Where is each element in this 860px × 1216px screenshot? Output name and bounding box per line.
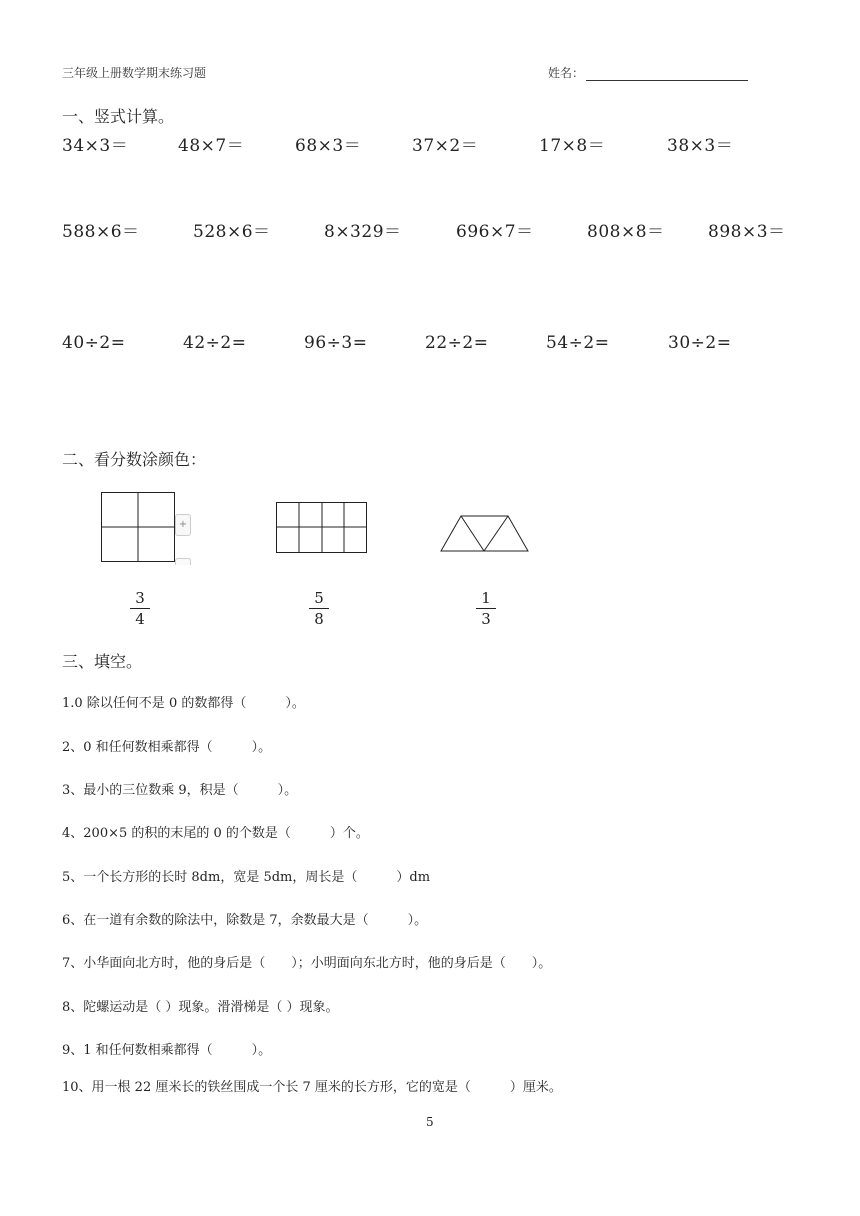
calc-item: 898×3＝ xyxy=(708,222,786,242)
resize-handle[interactable] xyxy=(175,558,191,565)
fraction-denominator: 8 xyxy=(314,610,324,628)
name-label: 姓名： xyxy=(548,66,585,80)
fraction-denominator: 3 xyxy=(481,610,491,628)
fill-blank-question: 1.0 除以任何不是 0 的数都得（ ）。 xyxy=(62,696,305,711)
fraction-denominator: 4 xyxy=(135,610,145,628)
calc-item: 38×3＝ xyxy=(667,136,734,156)
section1-heading: 一、竖式计算。 xyxy=(62,107,175,126)
calc-item: 96÷3= xyxy=(304,333,368,353)
fill-blank-question: 10、用一根 22 厘米长的铁丝围成一个长 7 厘米的长方形，它的宽是（ ）厘米。 xyxy=(62,1080,562,1095)
calc-item: 54÷2= xyxy=(546,333,610,353)
fill-blank-question: 7、小华面向北方时，他的身后是（ ）；小明面向东北方时，他的身后是（ ）。 xyxy=(62,956,552,971)
fill-blank-question: 3、最小的三位数乘 9，积是（ ）。 xyxy=(62,783,298,798)
calc-item: 808×8＝ xyxy=(587,222,665,242)
fraction-bar xyxy=(309,608,329,609)
trapezoid-triangles xyxy=(440,514,530,554)
fill-blank-question: 8、陀螺运动是（ ）现象。滑滑梯是（ ）现象。 xyxy=(62,1000,339,1015)
worksheet-title: 三年级上册数学期末练习题 xyxy=(62,66,207,80)
page-number: 5 xyxy=(426,1115,434,1129)
fraction-bar xyxy=(130,608,150,609)
calc-item: 68×3＝ xyxy=(295,136,362,156)
fill-blank-question: 2、0 和任何数相乘都得（ ）。 xyxy=(62,740,272,755)
fraction-one-third xyxy=(474,589,498,628)
fraction-bar xyxy=(476,608,496,609)
fill-blank-question: 4、200×5 的积的末尾的 0 的个数是（ ）个。 xyxy=(62,826,369,841)
calc-item: 22÷2= xyxy=(425,333,489,353)
add-handle-button[interactable]: + xyxy=(175,514,191,536)
fraction-numerator: 5 xyxy=(314,589,324,607)
rectangle-8-grid xyxy=(276,502,368,554)
calc-item: 37×2＝ xyxy=(412,136,479,156)
calc-item: 17×8＝ xyxy=(539,136,606,156)
calc-item: 48×7＝ xyxy=(178,136,245,156)
calc-item: 588×6＝ xyxy=(62,222,140,242)
calc-item: 8×329＝ xyxy=(324,222,402,242)
fraction-three-quarters xyxy=(128,589,152,628)
fill-blank-question: 6、在一道有余数的除法中，除数是 7，余数最大是（ ）。 xyxy=(62,913,428,928)
square-2x2-grid xyxy=(101,492,177,564)
calc-item: 30÷2= xyxy=(668,333,732,353)
fill-blank-question: 9、1 和任何数相乘都得（ ）。 xyxy=(62,1043,272,1058)
calc-item: 42÷2= xyxy=(183,333,247,353)
fraction-five-eighths xyxy=(307,589,331,628)
fill-blank-question: 5、一个长方形的长时 8dm，宽是 5dm，周长是（ ）dm xyxy=(62,870,431,885)
section2-heading: 二、看分数涂颜色： xyxy=(62,450,207,469)
calc-item: 40÷2= xyxy=(62,333,126,353)
name-field xyxy=(548,64,748,81)
calc-item: 528×6＝ xyxy=(193,222,271,242)
fraction-numerator: 3 xyxy=(135,589,145,607)
calc-item: 696×7＝ xyxy=(456,222,534,242)
section3-heading: 三、填空。 xyxy=(62,652,143,671)
name-blank-line xyxy=(586,68,748,81)
calc-item: 34×3＝ xyxy=(62,136,129,156)
fraction-numerator: 1 xyxy=(481,589,491,607)
